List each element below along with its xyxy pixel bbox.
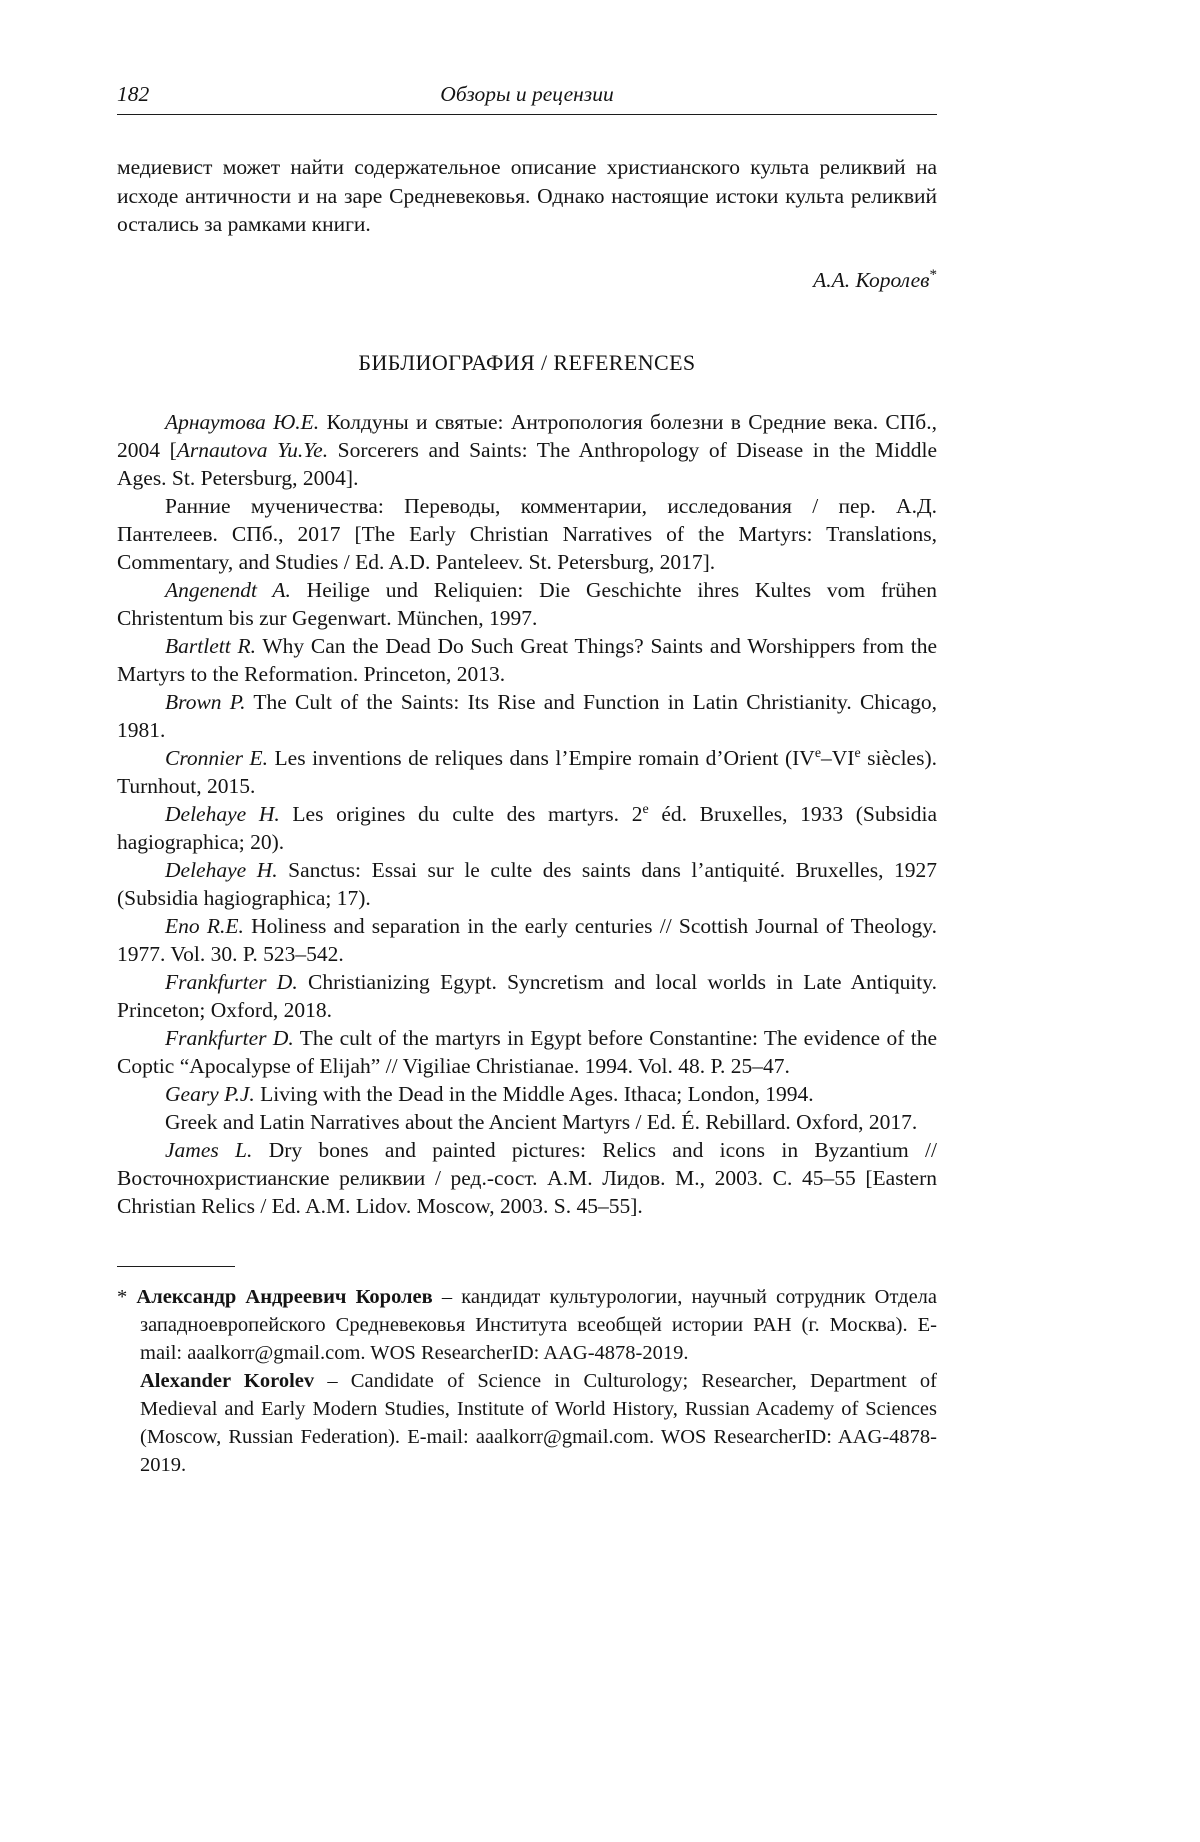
reference-item: Eno R.E. Holiness and separation in the early centuries // Scottish Journal of Theology. 1977. Vol. 30. P. 523–542. <box>117 913 937 966</box>
reference-item: Арнаутова Ю.Е. Колдуны и святые: Антропология болезни в Средние века. СПб., 2004 [Arnautova Yu.Ye. Sorcerers and Saints: The Anthropology of Disease in the Middle Ages. St. Petersburg, 2004]. <box>117 409 937 490</box>
footnote-russian: * Александр Андреевич Королев – кандидат культурологии, научный сотрудник Отдела западноевропейского Средневековья Института всеобщей истории РАН (г. Москва). E-mail: aaalkorr@gmail.com. WOS ResearcherID: AAG-4878-2019. <box>117 1285 938 1364</box>
reference-item: James L. Dry bones and painted pictures: Relics and icons in Byzantium // Восточнохристианские реликвии / ред.-сост. А.М. Лидов. М., 2003. С. 45–55 [Eastern Christian Relics / Ed. A.M. Lidov. Moscow, 2003. S. 45–55]. <box>117 1137 938 1218</box>
reference-item: Ранние мученичества: Переводы, комментарии, исследования / пер. А.Д. Пантелеев. СПб., 2017 [The Early Christian Narratives of the Martyrs: Translations, Commentary, and Studies / Ed. A.D. Panteleev. St. Petersburg, 2017]. <box>117 493 937 574</box>
reference-item: Frankfurter D. The cult of the martyrs in Egypt before Constantine: The evidence of the Coptic “Apocalypse of Elijah” // Vigiliae Christianae. 1994. Vol. 48. P. 25–47. <box>117 1025 937 1078</box>
reference-item: Geary P.J. Living with the Dead in the Middle Ages. Ithaca; London, 1994. <box>165 1081 814 1106</box>
reference-item: Delehaye H. Sanctus: Essai sur le culte des saints dans l’antiquité. Bruxelles, 1927 (Subsidia hagiographica; 17). <box>117 857 937 910</box>
reference-item: Frankfurter D. Christianizing Egypt. Syncretism and local worlds in Late Antiquity. Princeton; Oxford, 2018. <box>117 969 937 1022</box>
author-signature <box>117 266 937 294</box>
author-signature-name: А.А. Королев <box>813 267 930 292</box>
page-number: 182 <box>117 82 150 106</box>
reference-item: Cronnier E. Les inventions de reliques dans l’Empire romain d’Orient (IVe–VIe siècles). Turnhout, 2015. <box>117 745 937 798</box>
opening-paragraph: медиевист может найти содержательное описание христианского культа реликвий на исходе античности и на заре Средневековья. Однако настоящие истоки культа реликвий остались за рамками книги. <box>117 155 937 236</box>
running-header <box>117 82 937 115</box>
reference-item: Angenendt A. Heilige und Reliquien: Die Geschichte ihres Kultes vom frühen Christentum bis zur Gegenwart. München, 1997. <box>117 577 938 630</box>
footnote-rule <box>117 1266 235 1267</box>
reference-item: Brown P. The Cult of the Saints: Its Rise and Function in Latin Christianity. Chicago, 1981. <box>117 689 937 742</box>
footnote-english: Alexander Korolev – Candidate of Science in Culturology; Researcher, Department of Medieval and Early Modern Studies, Institute of World History, Russian Academy of Sciences (Moscow, Russian Federation). E-mail: aaalkorr@gmail.com. WOS ResearcherID: AAG-4878-2019. <box>140 1369 938 1476</box>
reference-item: Delehaye H. Les origines du culte des martyrs. 2e éd. Bruxelles, 1933 (Subsidia hagiographica; 20). <box>117 801 937 854</box>
author-signature-asterisk: * <box>929 266 937 283</box>
reference-item: Greek and Latin Narratives about the Ancient Martyrs / Ed. É. Rebillard. Oxford, 2017. <box>165 1109 918 1134</box>
reference-item: Bartlett R. Why Can the Dead Do Such Great Things? Saints and Worshippers from the Martyrs to the Reformation. Princeton, 2013. <box>117 633 937 686</box>
bibliography-heading: БИБЛИОГРАФИЯ / REFERENCES <box>358 349 696 375</box>
text-block <box>117 82 937 1479</box>
running-title: Обзоры и рецензии <box>440 82 614 106</box>
footnote <box>117 1283 937 1479</box>
references-list <box>117 408 937 1220</box>
